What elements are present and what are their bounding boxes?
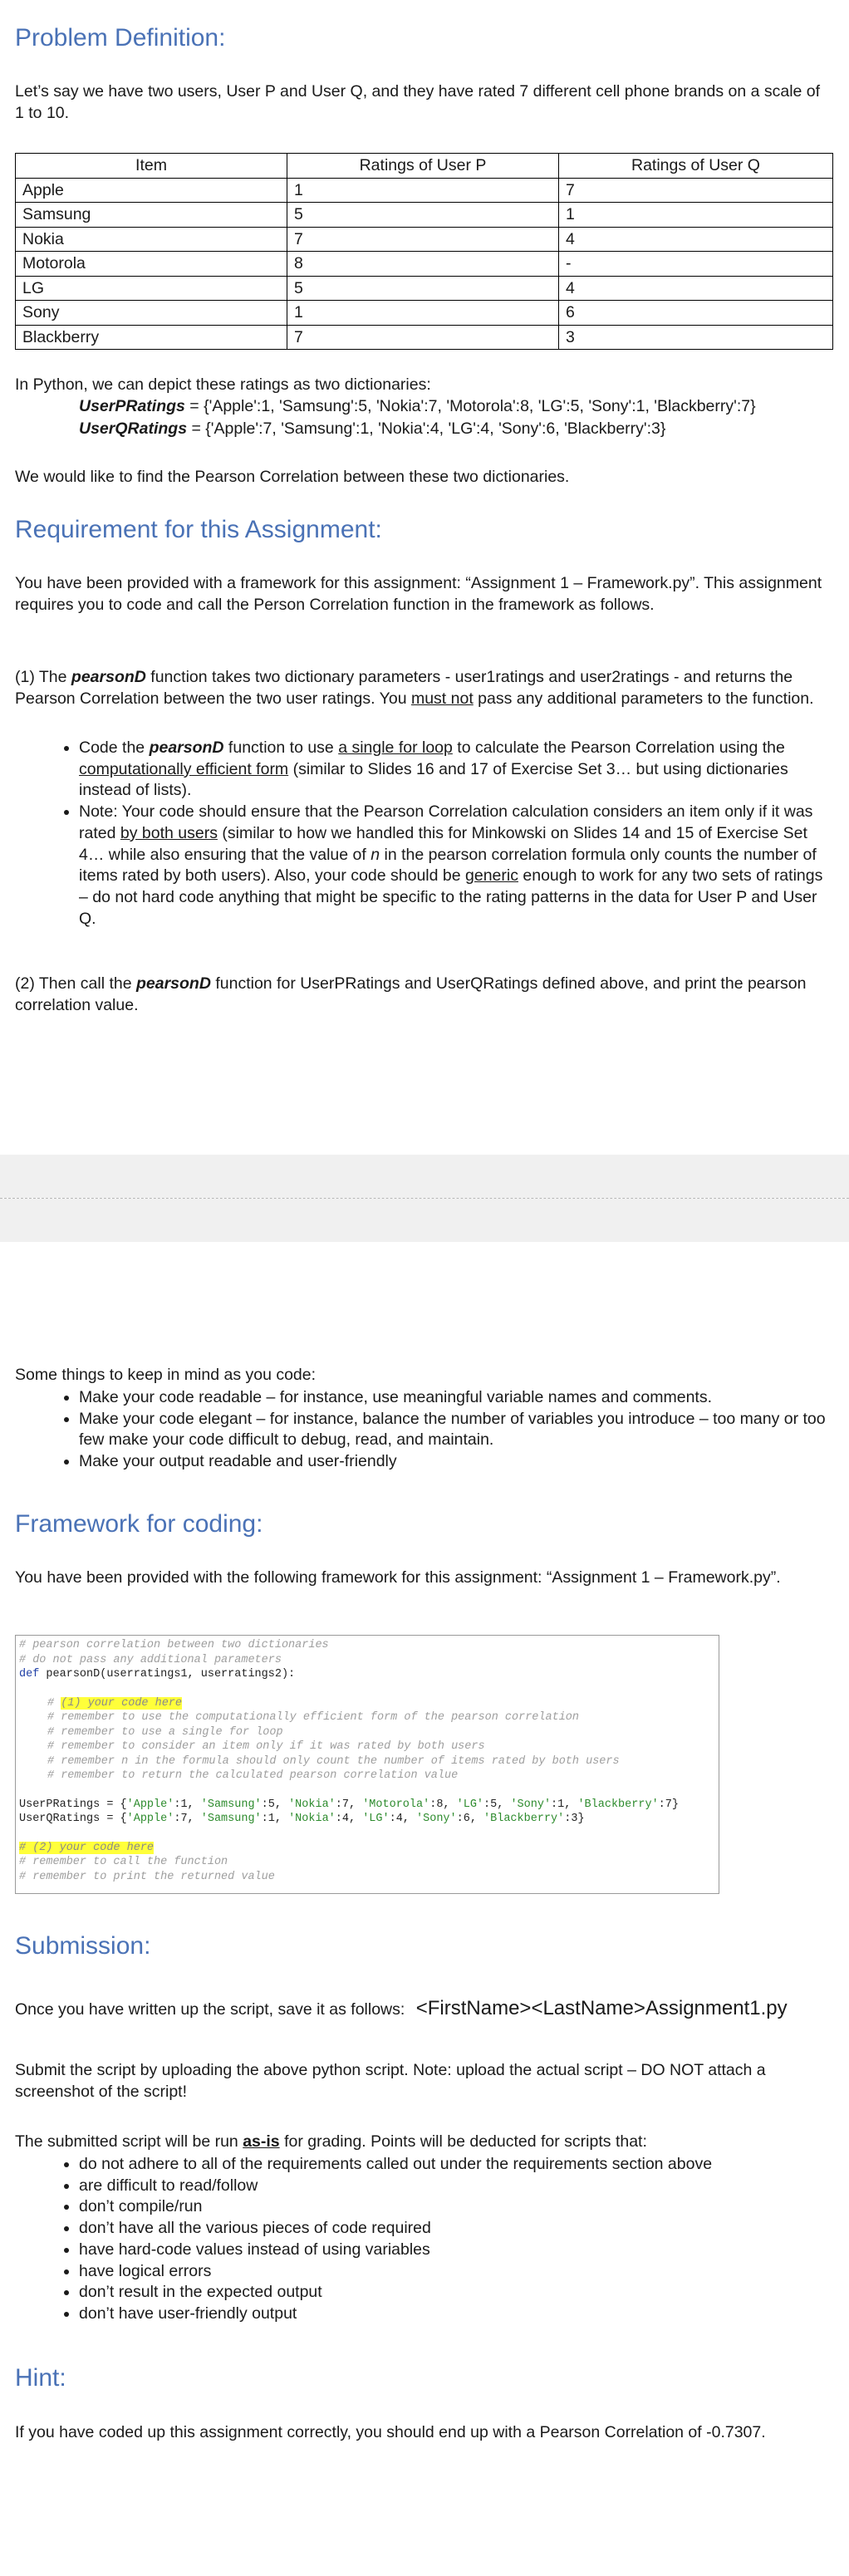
hint-heading: Hint: xyxy=(15,2364,66,2392)
code-string: 'Blackberry' xyxy=(577,1798,659,1811)
list-item: • don’t have all the various pieces of code required xyxy=(79,2218,833,2240)
func-name: pearsonD xyxy=(71,668,146,686)
list-item: • don’t compile/run xyxy=(79,2196,833,2218)
code-highlight-line: # (1) your code here xyxy=(47,1696,183,1710)
code-keyword: def xyxy=(19,1668,40,1681)
text-run: function for UserPRatings and UserQRatings defined above, and print the pearson correlation value. xyxy=(15,974,807,1014)
code-text: :1, xyxy=(174,1798,201,1811)
table-cell: - xyxy=(559,252,833,277)
dict-p-value: = {'Apple':1, 'Samsung':5, 'Nokia':7, 'Motorola':8, 'LG':5, 'Sony':1, 'Blackberry':7} xyxy=(184,397,756,415)
code-text: :7, xyxy=(335,1798,363,1811)
goal-text: We would like to find the Pearson Correlation between these two dictionaries. xyxy=(15,468,570,486)
both-users-emphasis: by both users xyxy=(120,823,218,842)
table-cell: Apple xyxy=(16,178,287,203)
table-cell: 5 xyxy=(287,276,559,301)
table-cell: Sony xyxy=(16,301,287,326)
deduction-list xyxy=(15,2154,833,2325)
step1-text xyxy=(15,667,833,709)
requirement-heading: Requirement for this Assignment: xyxy=(15,516,382,543)
table-cell: 6 xyxy=(559,301,833,326)
table-cell: 1 xyxy=(287,301,559,326)
list-item xyxy=(79,802,833,930)
framework-heading: Framework for coding: xyxy=(15,1510,263,1538)
must-not-emphasis: must not xyxy=(410,689,474,708)
table-body xyxy=(16,178,833,350)
tips-intro: Some things to keep in mind as you code: xyxy=(15,1366,317,1384)
code-comment: # remember to use a single for loop xyxy=(47,1725,283,1739)
table-header-cell: Item xyxy=(16,154,287,179)
table-cell: 4 xyxy=(559,276,833,301)
func-name: pearsonD xyxy=(135,974,211,993)
comment-text: remember to use the computationally efficient form of the pearson correlation xyxy=(61,1711,580,1724)
code-text: :7, xyxy=(174,1813,201,1825)
code-dict-p xyxy=(19,1798,715,1813)
text-run: Note: Your code should ensure that the Pearson Correlation calculation considers an item only if it was rated xyxy=(79,802,813,842)
table-cell: 7 xyxy=(287,325,559,350)
code-def-line xyxy=(19,1667,715,1682)
step2-text xyxy=(15,974,833,1016)
table-cell: 1 xyxy=(559,203,833,228)
code-string: 'Sony' xyxy=(416,1813,457,1825)
code-dict-q xyxy=(19,1812,715,1827)
comment-text: remember to use a single for loop xyxy=(61,1725,283,1739)
dict-p-name: UserPRatings xyxy=(79,397,185,415)
list-item xyxy=(79,738,833,802)
code-string: 'Blackberry' xyxy=(483,1813,565,1825)
table-cell: 8 xyxy=(287,252,559,277)
save-as-line xyxy=(15,1995,788,2022)
grading-intro xyxy=(15,2132,833,2153)
code-highlight: # (2) your code here xyxy=(19,1841,155,1854)
code-string: 'Apple' xyxy=(126,1813,174,1825)
table-cell: 4 xyxy=(559,227,833,252)
comment-text: remember to call the function xyxy=(32,1856,228,1868)
table-header-row xyxy=(16,154,833,179)
text-run: (2) Then call the xyxy=(15,974,136,993)
code-string: 'Nokia' xyxy=(288,1813,336,1825)
code-string: 'Samsung' xyxy=(200,1813,262,1825)
code-comment: # remember to print the returned value xyxy=(19,1870,275,1883)
list-item: • Make your code elegant – for instance, balance the number of variables you introduce – too many or too few make your code difficult to debug, read, and maintain. xyxy=(79,1409,833,1451)
text-run: (1) The xyxy=(15,668,71,686)
code-string: 'LG' xyxy=(362,1813,390,1825)
code-text: :4, xyxy=(335,1813,363,1825)
problem-intro: Let’s say we have two users, User P and User Q, and they have rated 7 different cell phone brands on a scale of 1 to 10. xyxy=(15,82,821,122)
requirement-bullets xyxy=(15,738,833,930)
dict-q-value: = {'Apple':7, 'Samsung':1, 'Nokia':4, 'LG':4, 'Sony':6, 'Blackberry':3} xyxy=(187,420,666,438)
list-item: • are difficult to read/follow xyxy=(79,2176,833,2197)
code-text: :7} xyxy=(658,1798,679,1811)
code-comment: # do not pass any additional parameters xyxy=(19,1653,282,1666)
code-text: UserPRatings = { xyxy=(19,1798,127,1811)
tips-list xyxy=(15,1387,833,1473)
page-gap-upper xyxy=(0,1155,849,1198)
text-run: (similar to how we handled this for Minkowski on Slides 14 and 15 of Exercise Set 4… while also ensuring that the value of xyxy=(79,823,807,864)
code-comment: # remember to call the function xyxy=(19,1856,228,1868)
code-text: :8, xyxy=(429,1798,457,1811)
hint-text: If you have coded up this assignment correctly, you should end up with a Pearson Correlation of -0.7307. xyxy=(15,2423,766,2441)
table-cell: LG xyxy=(16,276,287,301)
text-run: to calculate the Pearson Correlation using the xyxy=(452,738,785,757)
efficient-form-emphasis: computationally efficient form xyxy=(79,759,289,778)
text-run: function takes two dictionary parameters - user1ratings and user2ratings - and returns the Pearson Correlation between the two user ratings. You xyxy=(15,668,793,708)
table-cell: 3 xyxy=(559,325,833,350)
code-comment: # pearson correlation between two dictionaries xyxy=(19,1639,329,1651)
code-text: :6, xyxy=(456,1813,484,1825)
table-cell: 5 xyxy=(287,203,559,228)
code-text: UserQRatings = { xyxy=(19,1813,127,1825)
text-run: Code the xyxy=(79,738,150,757)
table-row xyxy=(16,325,833,350)
text-run: (similar to Slides 16 and 17 of Exercise Set 3… but using dictionaries instead of lists). xyxy=(79,759,788,800)
text-run: enough to work for any two sets of ratings – do not hard code anything that might be specific to the rating patterns in the data for User P and User Q. xyxy=(79,866,823,928)
text-run: The submitted script will be run xyxy=(15,2132,243,2151)
page-gap-lower xyxy=(0,1199,849,1242)
table-row xyxy=(16,203,833,228)
text-run: for grading. Points will be deducted for scripts that: xyxy=(279,2132,647,2151)
code-text: :5, xyxy=(261,1798,289,1811)
text-run: function to use xyxy=(223,738,339,757)
table-cell: 7 xyxy=(559,178,833,203)
code-framework-box xyxy=(15,1635,719,1894)
code-comment: # remember to return the calculated pearson correlation value xyxy=(47,1769,459,1782)
code-comment: # remember to use the computationally efficient form of the pearson correlation xyxy=(47,1711,580,1724)
code-string: 'Sony' xyxy=(510,1798,552,1811)
table-row xyxy=(16,227,833,252)
table-header-cell: Ratings of User P xyxy=(287,154,559,179)
comment-text: remember to consider an item only if it was rated by both users xyxy=(61,1740,485,1753)
framework-intro: You have been provided with a framework for this assignment: “Assignment 1 – Framework.py”. This assignment requires you to code and call the Person Correlation function in the framework as follows. xyxy=(15,574,822,614)
n-variable: n xyxy=(371,845,380,864)
code-text: :4, xyxy=(389,1813,417,1825)
table-cell: 7 xyxy=(287,227,559,252)
code-text: pearsonD(userratings1, userratings2): xyxy=(39,1668,296,1681)
table-row xyxy=(16,276,833,301)
func-name: pearsonD xyxy=(149,738,224,757)
code-comment: # remember n in the formula should only count the number of items rated by both users xyxy=(47,1754,620,1768)
comment-text: remember to print the returned value xyxy=(32,1870,275,1883)
code-highlight-line xyxy=(19,1841,715,1856)
single-loop-emphasis: a single for loop xyxy=(338,738,453,757)
table-cell: Blackberry xyxy=(16,325,287,350)
table-cell: Motorola xyxy=(16,252,287,277)
dict-p-line xyxy=(79,396,756,418)
python-intro: In Python, we can depict these ratings as two dictionaries: xyxy=(15,375,431,394)
text-run: pass any additional parameters to the function. xyxy=(473,689,814,708)
list-item: • have logical errors xyxy=(79,2261,833,2283)
submission-heading: Submission: xyxy=(15,1932,151,1960)
table-row xyxy=(16,301,833,326)
comment-text: remember to return the calculated pearson correlation value xyxy=(61,1769,459,1782)
problem-definition-heading: Problem Definition: xyxy=(15,24,226,52)
table-row xyxy=(16,252,833,277)
generic-emphasis: generic xyxy=(465,866,518,886)
as-is-emphasis: as-is xyxy=(243,2132,280,2151)
ratings-table xyxy=(15,153,833,350)
code-text: :5, xyxy=(483,1798,511,1811)
table-cell: Samsung xyxy=(16,203,287,228)
list-item: • don’t result in the expected output xyxy=(79,2282,833,2304)
code-string: 'LG' xyxy=(456,1798,484,1811)
text-run: in the pearson correlation formula only counts the number of items rated by both users). Also, your code should be xyxy=(79,845,817,886)
code-string: 'Motorola' xyxy=(362,1798,430,1811)
code-comment: # remember to consider an item only if it was rated by both users xyxy=(47,1740,485,1753)
code-string: 'Apple' xyxy=(126,1798,174,1811)
code-highlight: (1) your code here xyxy=(61,1696,183,1710)
dict-q-name: UserQRatings xyxy=(79,420,188,438)
ratings-table-wrap xyxy=(15,153,833,350)
table-header-cell: Ratings of User Q xyxy=(559,154,833,179)
script-filename: <FirstName><LastName>Assignment1.py xyxy=(415,1997,788,2019)
table-cell: Nokia xyxy=(16,227,287,252)
list-item: • Make your output readable and user-friendly xyxy=(79,1451,833,1473)
table-row xyxy=(16,178,833,203)
upload-instructions: Submit the script by uploading the above python script. Note: upload the actual script – DO NOT attach a screenshot of the script! xyxy=(15,2061,766,2101)
framework-intro-text: You have been provided with the following framework for this assignment: “Assignment 1 – Framework.py”. xyxy=(15,1568,781,1587)
code-string: 'Samsung' xyxy=(200,1798,262,1811)
code-text: :1, xyxy=(551,1798,578,1811)
code-text: :1, xyxy=(261,1813,289,1825)
comment-text: remember n in the formula should only count the number of items rated by both users xyxy=(61,1754,620,1768)
dict-q-line xyxy=(79,419,665,440)
list-item: • Make your code readable – for instance, use meaningful variable names and comments. xyxy=(79,1387,833,1409)
table-cell: 1 xyxy=(287,178,559,203)
save-text: Once you have written up the script, save it as follows: xyxy=(15,2000,405,2019)
list-item: • have hard-code values instead of using variables xyxy=(79,2240,833,2261)
list-item: • do not adhere to all of the requirements called out under the requirements section above xyxy=(79,2154,833,2176)
code-string: 'Nokia' xyxy=(288,1798,336,1811)
list-item: • don’t have user-friendly output xyxy=(79,2304,833,2325)
code-text: :3} xyxy=(564,1813,585,1825)
